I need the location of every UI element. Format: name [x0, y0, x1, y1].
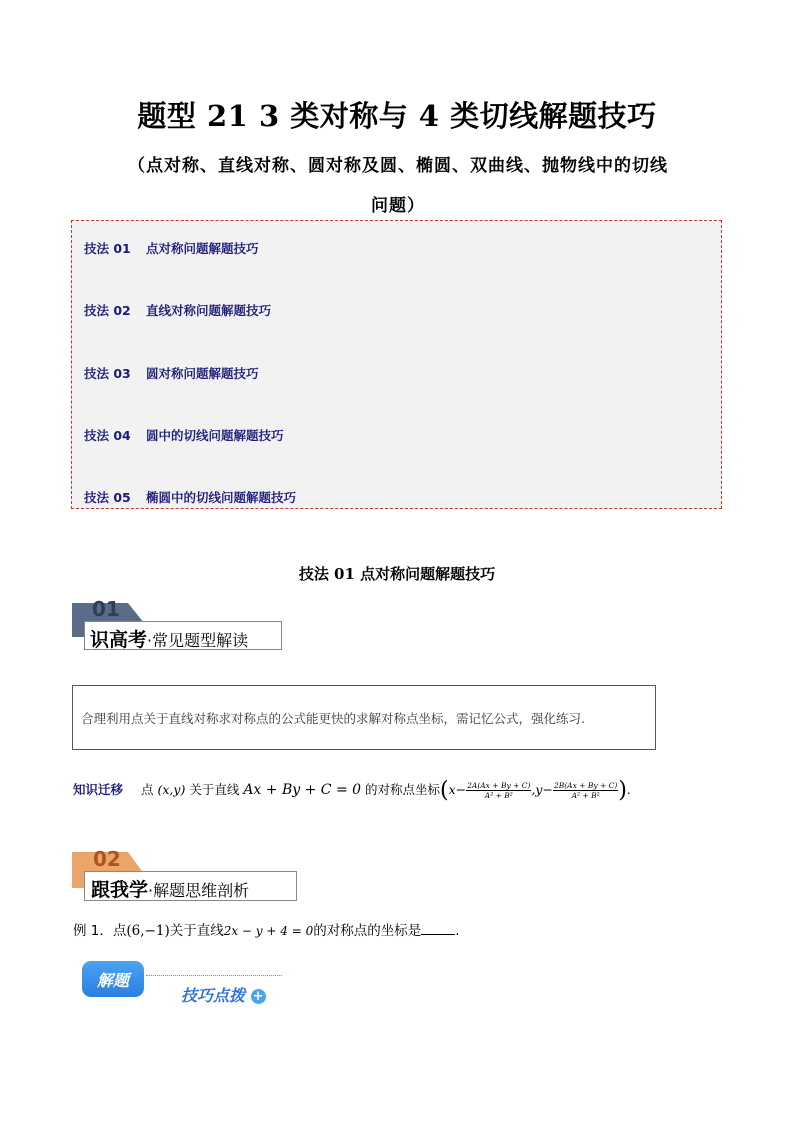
subtitle-line-1: （点对称、直线对称、圆对称及圆、椭圆、双曲线、抛物线中的切线	[128, 156, 668, 176]
example-suffix: 的对称点的坐标是	[313, 923, 422, 939]
badge-light-label: ·常见题型解读	[147, 631, 249, 650]
toc-item-3[interactable]	[84, 364, 259, 382]
example-mid: 关于直线	[169, 923, 224, 939]
toc-item-label: 点对称问题解题技巧	[146, 241, 259, 256]
knowledge-text-3: 的对称点坐标	[365, 782, 441, 797]
knowledge-tag: 知识迁移	[73, 782, 124, 797]
badge-follow-me	[72, 846, 298, 902]
toc-item-label: 椭圆中的切线问题解题技巧	[146, 490, 297, 505]
badge-strong-label: 跟我学	[91, 879, 149, 901]
knowledge-text-1: 点	[140, 782, 154, 797]
badge-common-types	[72, 597, 284, 651]
badge-light-label: ·解题思维剖析	[148, 881, 250, 900]
section-heading: 技法 01 点对称问题解题技巧	[298, 565, 496, 583]
toc-item-num: 技法 03	[84, 366, 131, 381]
toc-item-label: 圆中的切线问题解题技巧	[146, 428, 284, 443]
toc-item-num: 技法 05	[84, 490, 131, 505]
knowledge-text-2: 关于直线	[189, 782, 240, 797]
example-point: (6,−1)	[126, 923, 170, 939]
toc-item-num: 技法 02	[84, 303, 131, 318]
toc-box	[71, 220, 722, 509]
toc-item-label: 直线对称问题解题技巧	[146, 303, 272, 318]
example-1	[73, 919, 460, 939]
knowledge-line-equation: Ax + By + C = 0	[243, 782, 362, 798]
toc-item-label: 圆对称问题解题技巧	[146, 366, 259, 381]
example-end: .	[455, 923, 460, 939]
answer-blank[interactable]	[421, 922, 455, 935]
page-title: 题型 21 3 类对称与 4 类切线解题技巧	[137, 99, 657, 133]
badge-label-box	[84, 621, 282, 650]
badge-strong-label: 识高考	[90, 629, 148, 651]
formula-fraction-y: $\frac{2B(Ax + By + C)}{\text{A² + B²}}$	[553, 781, 618, 800]
subtitle-line-2: 问题）	[371, 196, 425, 216]
knowledge-transfer: 知识迁移 点 (x,y) 关于直线 Ax + By + C = 0 的对称点坐标(x− $\frac{2A(Ax + By + C)}{\text{A² + B²}}$ ,y− $\frac{2B(Ax + By + C)}{\text{A² + B²}}$ ).	[73, 778, 631, 803]
tip-note-box: 合理利用点关于直线对称求对称点的公式能更快的求解对称点坐标，需记忆公式，强化练习.	[72, 685, 656, 750]
knowledge-point: (x,y)	[157, 782, 186, 797]
solve-button[interactable]: 解题	[82, 961, 144, 997]
plus-circle-icon[interactable]: +	[251, 989, 266, 1004]
badge-number: 02	[93, 847, 121, 871]
toc-item-4[interactable]	[84, 426, 284, 444]
page-subtitle	[78, 146, 718, 226]
badge-label-box	[84, 871, 297, 901]
toc-item-5[interactable]	[84, 488, 296, 506]
badge-number: 01	[92, 597, 120, 621]
tips-text: 技巧点拨	[181, 986, 246, 1005]
formula-fraction-x: $\frac{2A(Ax + By + C)}{\text{A² + B²}}$	[467, 781, 531, 800]
example-prefix: 例 1．点	[73, 923, 127, 939]
dotted-divider	[146, 975, 282, 976]
toc-item-1[interactable]	[84, 239, 259, 257]
example-line-equation: 2x − y + 4 = 0	[223, 924, 314, 938]
toc-item-num: 技法 01	[84, 241, 131, 256]
tips-label	[181, 983, 266, 1006]
toc-item-num: 技法 04	[84, 428, 131, 443]
toc-item-2[interactable]	[84, 301, 271, 319]
